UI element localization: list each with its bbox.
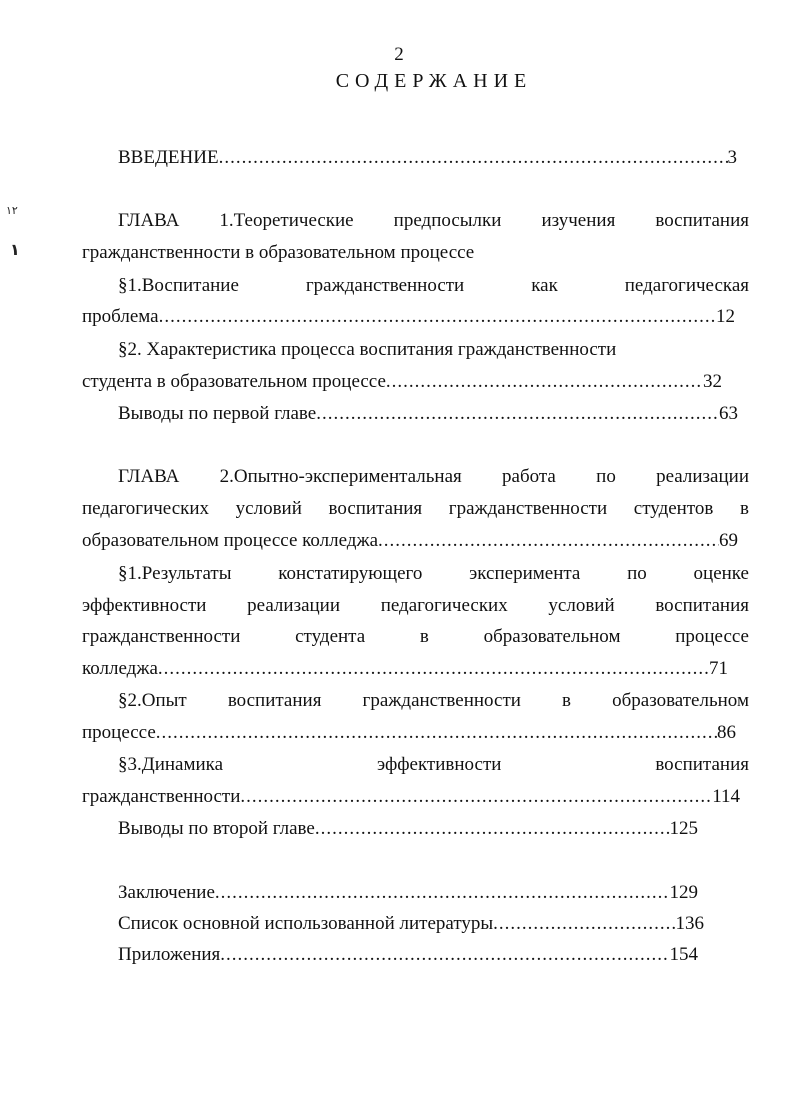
word: 2.Опытно-экспериментальная bbox=[219, 466, 462, 487]
word: гражданственности bbox=[82, 626, 241, 647]
chapter2-heading-line2 bbox=[82, 496, 749, 522]
word: воспитания bbox=[655, 210, 749, 231]
word: изучения bbox=[541, 210, 616, 231]
word: в bbox=[419, 626, 429, 647]
toc-entry-label: Выводы по второй главе bbox=[118, 818, 315, 839]
word: эффективности bbox=[82, 595, 207, 616]
word: воспитания bbox=[227, 690, 322, 711]
toc-entry-2-1-cont bbox=[82, 624, 749, 650]
toc-entry-ch1-conclusion[interactable] bbox=[118, 401, 738, 427]
word: 1.Теоретические bbox=[219, 210, 354, 231]
chapter2-heading-line3[interactable] bbox=[82, 528, 738, 554]
toc-entry-1-2[interactable]: §2. Характеристика процесса воспитания гражданственности bbox=[118, 339, 617, 360]
word: в bbox=[562, 690, 571, 711]
word: по bbox=[596, 466, 616, 487]
word: воспитания bbox=[655, 595, 749, 616]
toc-entry-label: Выводы по первой главе bbox=[118, 403, 317, 424]
toc-entry-2-3-cont[interactable] bbox=[82, 784, 740, 810]
page-title: СОДЕРЖАНИЕ bbox=[335, 70, 533, 92]
page-number: 2 bbox=[394, 44, 404, 65]
toc-leader bbox=[315, 816, 670, 842]
toc-page: 125 bbox=[669, 818, 698, 839]
chapter1-heading-line2: гражданственности в образовательном процессе bbox=[82, 242, 475, 263]
toc-page: 154 bbox=[669, 944, 698, 965]
toc-entry-label: колледжа bbox=[82, 658, 158, 679]
word: педагогических bbox=[380, 595, 508, 616]
word: процессе bbox=[675, 626, 749, 647]
toc-entry-1-2-cont[interactable] bbox=[82, 369, 722, 395]
word: студента bbox=[295, 626, 366, 647]
word: реализации bbox=[247, 595, 341, 616]
word: воспитания bbox=[328, 498, 423, 519]
word: гражданственности bbox=[448, 498, 608, 519]
word: гражданственности bbox=[305, 275, 465, 296]
toc-leader bbox=[158, 656, 709, 682]
word: ГЛАВА bbox=[118, 466, 180, 487]
toc-page: 136 bbox=[675, 913, 704, 934]
word: образовательном bbox=[483, 626, 621, 647]
word: §1.Воспитание bbox=[118, 275, 239, 296]
toc-page: 12 bbox=[716, 306, 735, 327]
word: гражданственности bbox=[362, 690, 521, 711]
word: ГЛАВА bbox=[118, 210, 180, 231]
toc-entry-label: Заключение bbox=[118, 882, 215, 903]
toc-page: 114 bbox=[712, 786, 740, 807]
word: в bbox=[740, 498, 749, 519]
toc-leader bbox=[215, 880, 670, 906]
word: эксперимента bbox=[469, 563, 581, 584]
word: предпосылки bbox=[393, 210, 502, 231]
toc-entry-label: Список основной использованной литературы bbox=[118, 913, 494, 934]
toc-entry-ch2-conclusion[interactable] bbox=[118, 816, 698, 842]
toc-entry-label: ВВЕДЕНИЕ bbox=[118, 147, 219, 168]
word: §2.Опыт bbox=[118, 690, 187, 711]
toc-leader bbox=[220, 942, 669, 968]
toc-page: 86 bbox=[717, 722, 736, 743]
toc-leader bbox=[493, 911, 675, 937]
toc-entry-2-1-cont bbox=[82, 593, 749, 619]
toc-page: 69 bbox=[719, 530, 738, 551]
word: эффективности bbox=[376, 754, 502, 775]
toc-leader bbox=[316, 401, 719, 427]
toc-leader bbox=[156, 720, 717, 746]
word: §1.Результаты bbox=[118, 563, 232, 584]
toc-page: 71 bbox=[709, 658, 728, 679]
toc-page: 129 bbox=[669, 882, 698, 903]
toc-entry-label: студента в образовательном процессе bbox=[82, 371, 386, 392]
toc-entry-label: процессе bbox=[82, 722, 156, 743]
toc-entry-2-3[interactable] bbox=[118, 752, 749, 778]
toc-entry-2-2-cont[interactable] bbox=[82, 720, 736, 746]
word: образовательном bbox=[612, 690, 749, 711]
word: по bbox=[627, 563, 647, 584]
word: педагогических bbox=[82, 498, 210, 519]
margin-mark: ١٢ bbox=[6, 204, 18, 217]
toc-leader bbox=[378, 528, 719, 554]
toc-page: 63 bbox=[719, 403, 738, 424]
word: §3.Динамика bbox=[118, 754, 224, 775]
toc-entry-1-1[interactable] bbox=[118, 273, 749, 299]
word: реализации bbox=[656, 466, 749, 487]
margin-mark: ١ bbox=[10, 240, 20, 259]
toc-entry-2-2[interactable] bbox=[118, 688, 749, 714]
toc-entry-intro[interactable] bbox=[118, 145, 737, 171]
toc-page: 32 bbox=[703, 371, 722, 392]
toc-entry-references[interactable] bbox=[118, 911, 704, 937]
toc-leader bbox=[240, 784, 712, 810]
toc-leader bbox=[159, 304, 716, 330]
chapter2-heading[interactable] bbox=[82, 464, 749, 490]
word: как bbox=[531, 275, 558, 296]
word: оценке bbox=[693, 563, 749, 584]
toc-page: 3 bbox=[727, 147, 737, 168]
word: педагогическая bbox=[624, 275, 749, 296]
word: работа bbox=[502, 466, 556, 487]
toc-entry-1-1-cont[interactable] bbox=[82, 304, 735, 330]
word: воспитания bbox=[655, 754, 749, 775]
word: условий bbox=[548, 595, 615, 616]
toc-entry-appendices[interactable] bbox=[118, 942, 698, 968]
word: констатирующего bbox=[278, 563, 423, 584]
toc-leader bbox=[386, 369, 703, 395]
toc-entry-2-1[interactable] bbox=[118, 561, 749, 587]
word: студентов bbox=[633, 498, 714, 519]
chapter1-heading[interactable] bbox=[82, 208, 749, 234]
toc-entry-2-1-cont[interactable] bbox=[82, 656, 728, 682]
toc-entry-label: образовательном процессе колледжа bbox=[82, 530, 379, 551]
word: условий bbox=[235, 498, 302, 519]
toc-entry-label: гражданственности bbox=[82, 786, 241, 807]
toc-entry-label: Приложения bbox=[118, 944, 221, 965]
toc-leader bbox=[219, 145, 728, 171]
toc-entry-conclusion[interactable] bbox=[118, 880, 698, 906]
toc-entry-label: проблема bbox=[82, 306, 159, 327]
